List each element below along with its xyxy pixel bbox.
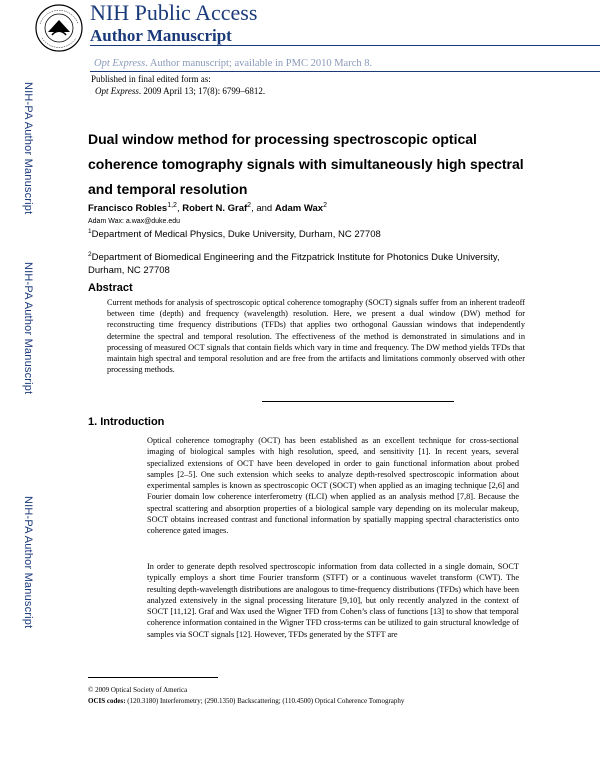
- footnote-rule: [88, 677, 218, 678]
- nih-seal-icon: [34, 2, 84, 62]
- affiliation-1: [88, 228, 381, 240]
- subheader-rule: [90, 71, 600, 72]
- author-list: [88, 202, 327, 214]
- side-label-middle: NIH-PA Author Manuscript: [22, 262, 34, 395]
- abstract-text: Current methods for analysis of spectroscopic optical coherence tomography (SOCT) signals suffer from an inherent tradeoff between time (depth) and frequency (wavelength) resolution. Here, we present a dual window (DW) method for reconstructing time frequency distributions (TFDs) that applies two orthogonal Gaussian windows that independently determine the spectral and temporal resolution. The effectiveness of the method is demonstrated in simulations and in processing of measured OCT signals that contain fields which vary in time and frequency. The DW method yields TFDs that maintain high spectral and temporal resolution and are free from the artifacts and limitations commonly observed with other processing methods.: [107, 298, 525, 375]
- affiliation-marker: 2: [88, 251, 92, 258]
- copyright-notice: © 2009 Optical Society of America: [88, 686, 188, 694]
- intro-paragraph-2: In order to generate depth resolved spectroscopic information from data collected in a single domain, SOCT typically employs a short time Fourier transform (STFT) or a continuous wavelet transform (CWT). The resulting depth-wavelength distributions are analogous to time-frequency distributions (TFDs) which have been analyzed extensively in the signal processing literature [9,10], but only recently analyzed in the context of SOCT [11,12]. Graf and Wax used the Wigner TFD from Cohen’s class of functions [13] to show that temporal coherence information contained in the Wigner TFD cross-terms can be utilized to gain structural knowledge of samples via SOCT signals [12]. However, TFDs generated by the STFT are: [147, 562, 519, 639]
- author-manuscript-label: Author Manuscript: [90, 26, 232, 45]
- header-rule: [90, 45, 600, 46]
- nih-logo: [34, 2, 84, 62]
- citation-details: . 2009 April 13; 17(8): 6799–6812.: [138, 86, 266, 96]
- abstract-rule: [262, 401, 454, 402]
- journal-name: Opt Express: [94, 58, 146, 69]
- ocis-label: OCIS codes:: [88, 697, 126, 705]
- availability-note: [94, 58, 372, 69]
- side-label-bottom: NIH-PA Author Manuscript: [22, 496, 34, 629]
- published-in-label: Published in final edited form as:: [91, 74, 211, 84]
- availability-text: . Author manuscript; available in PMC 2010 March 8.: [145, 58, 373, 69]
- affiliation-2: [88, 248, 538, 277]
- author-separator: , and: [251, 203, 275, 215]
- intro-paragraph-1: Optical coherence tomography (OCT) has been established as an excellent technique for cross-sectional imaging of biological samples with high resolution, speed, and sensitivity [1]. In recent years, several specialized extensions of OCT have been developed in order to gain functional information about probed samples [2–5]. One such extension which seeks to analyze depth-resolved spectroscopic information about experimental samples is known as spectroscopic OCT (SOCT) when applied as an imaging technique [2,6] and Fourier domain low coherence interferometry (fLCI) when applied as an analysis method [7,8]. Because the spectral scattering and absorption properties of a biological sample vary depending on its molecular makeup, SOCT obtains increased contrast and functional information by spatially mapping spectral characteristics onto coherence gated images.: [147, 436, 519, 536]
- author-affiliation-marker: 1,2: [167, 202, 177, 209]
- author-affiliation-marker: 2: [247, 202, 252, 209]
- author-name: Adam Wax: [274, 203, 324, 215]
- paper-title: Dual window method for processing spectroscopic optical coherence tomography signals with simultaneously high spectral and temporal resolution: [88, 131, 524, 197]
- author-affiliation-marker: 2: [323, 202, 327, 209]
- affiliation-text: Department of Biomedical Engineering and the Fitzpatrick Institute for Photonics Duke University, Durham, NC 27708: [88, 252, 500, 277]
- abstract-heading: Abstract: [88, 282, 133, 294]
- citation-journal: Opt Express: [95, 86, 139, 96]
- ocis-codes: [88, 697, 404, 705]
- affiliation-text: Department of Medical Physics, Duke University, Durham, NC 27708: [91, 229, 381, 241]
- author-separator: ,: [176, 203, 183, 215]
- author-name: Francisco Robles: [88, 203, 168, 215]
- citation: [95, 86, 265, 96]
- introduction-heading: 1. Introduction: [88, 416, 165, 428]
- ocis-list: (120.3180) Interferometry; (290.1350) Backscattering; (110.4500) Optical Coherence Tomography: [125, 697, 405, 705]
- nih-public-access-title: NIH Public Access: [90, 0, 258, 25]
- author-name: Robert N. Graf: [182, 203, 248, 215]
- affiliation-marker: 1: [88, 228, 92, 235]
- corresponding-email: Adam Wax: a.wax@duke.edu: [88, 218, 181, 225]
- side-label-top: NIH-PA Author Manuscript: [22, 82, 34, 215]
